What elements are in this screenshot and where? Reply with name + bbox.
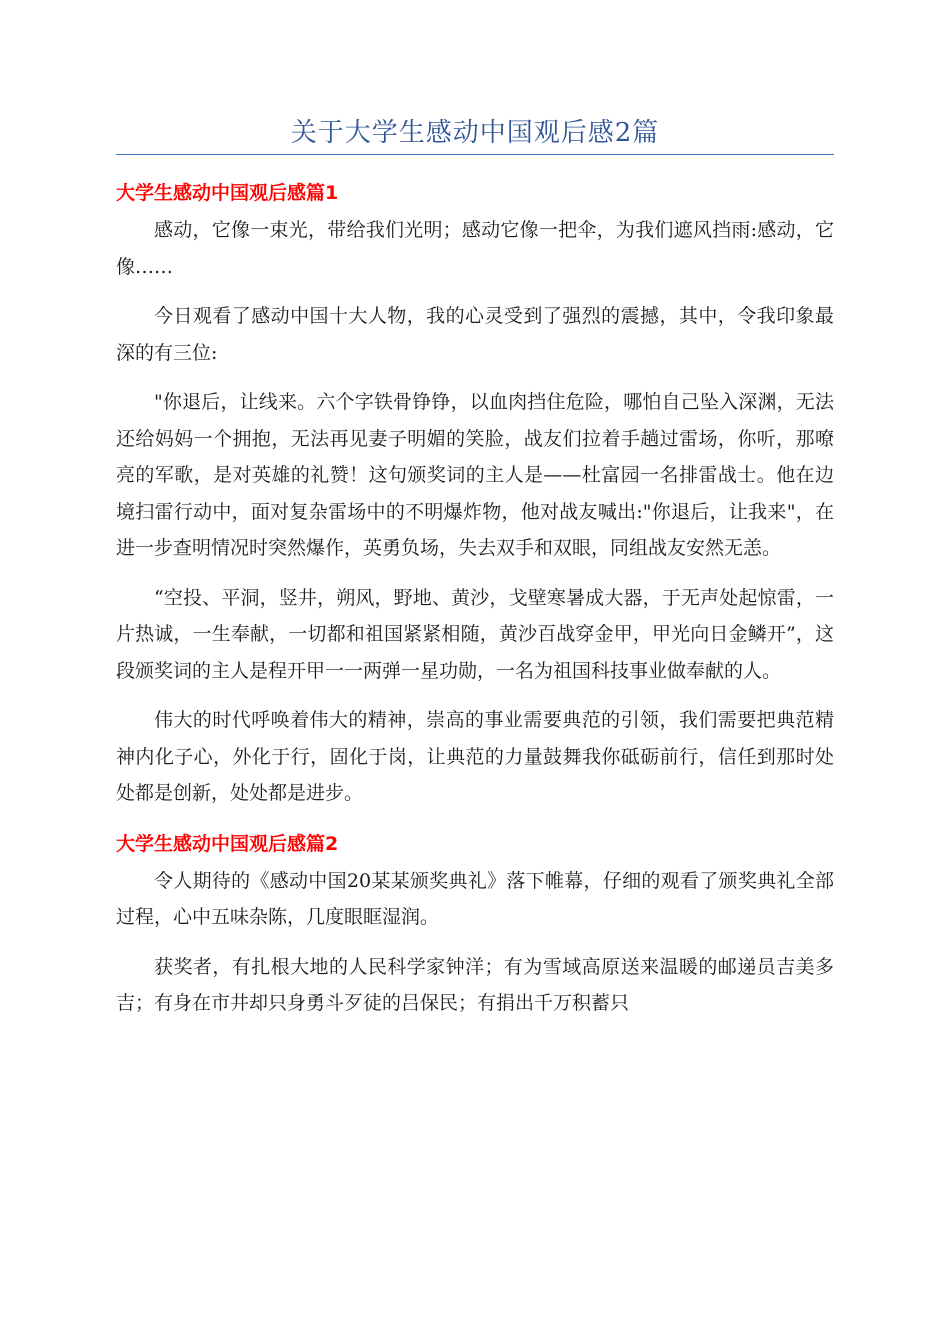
paragraph: 伟大的时代呼唤着伟大的精神，崇高的事业需要典范的引领，我们需要把典范精神内化子心，外化于行，固化于岗，让典范的力量鼓舞我你砥砺前行，信任到那时处处都是创新，处处都是进步。: [116, 709, 834, 804]
paragraph: 感动，它像一束光，带给我们光明；感动它像一把伞，为我们遮风挡雨:感动，它像……: [116, 219, 834, 278]
paragraph: 令人期待的《感动中国20某某颁奖典礼》落下帷幕，仔细的观看了颁奖典礼全部过程，心中五味杂陈，几度眼眶湿润。: [116, 869, 834, 928]
section-heading-1: 大学生感动中国观后感篇1: [116, 182, 339, 204]
document-title: 关于大学生感动中国观后感2篇: [290, 118, 660, 148]
paragraph: “空投、平洞，竖井，朔风，野地、黄沙，戈壁寒暑成大器，于无声处起惊雷，一片热诚，一生奉献，一切都和祖国紧紧相随，黄沙百战穿金甲，甲光向日金鳞开”，这段颁奖词的主人是程开甲一一两弹一星功勋，一名为祖国科技事业做奉献的人。: [116, 586, 834, 682]
paragraph: 获奖者，有扎根大地的人民科学家钟洋；有为雪域高原送来温暖的邮递员吉美多吉；有身在市井却只身勇斗歹徒的吕保民；有捐出千万积蓄只: [116, 955, 834, 1014]
paragraph: "你退后，让线来。六个字铁骨铮铮，以血肉挡住危险，哪怕自己坠入深渊，无法还给妈妈一个拥抱，无法再见妻子明媚的笑脸，战友们拉着手趟过雷场，你听，那嘹亮的军歌，是对英雄的礼赞！这句颁奖词的主人是——杜富园一名排雷战士。他在边境扫雷行动中，面对复杂雷场中的不明爆炸物，他对战友喊出:"你退后，让我来"，在进一步查明情况时突然爆作，英勇负场，失去双手和双眼，同组战友安然无恙。: [116, 391, 834, 559]
document-body: [116, 174, 834, 1035]
section-heading-2: 大学生感动中国观后感篇2: [116, 832, 339, 855]
title-underline: [116, 154, 834, 155]
paragraph: 今日观看了感动中国十大人物，我的心灵受到了强烈的震撼，其中，令我印象最深的有三位:: [116, 305, 834, 364]
